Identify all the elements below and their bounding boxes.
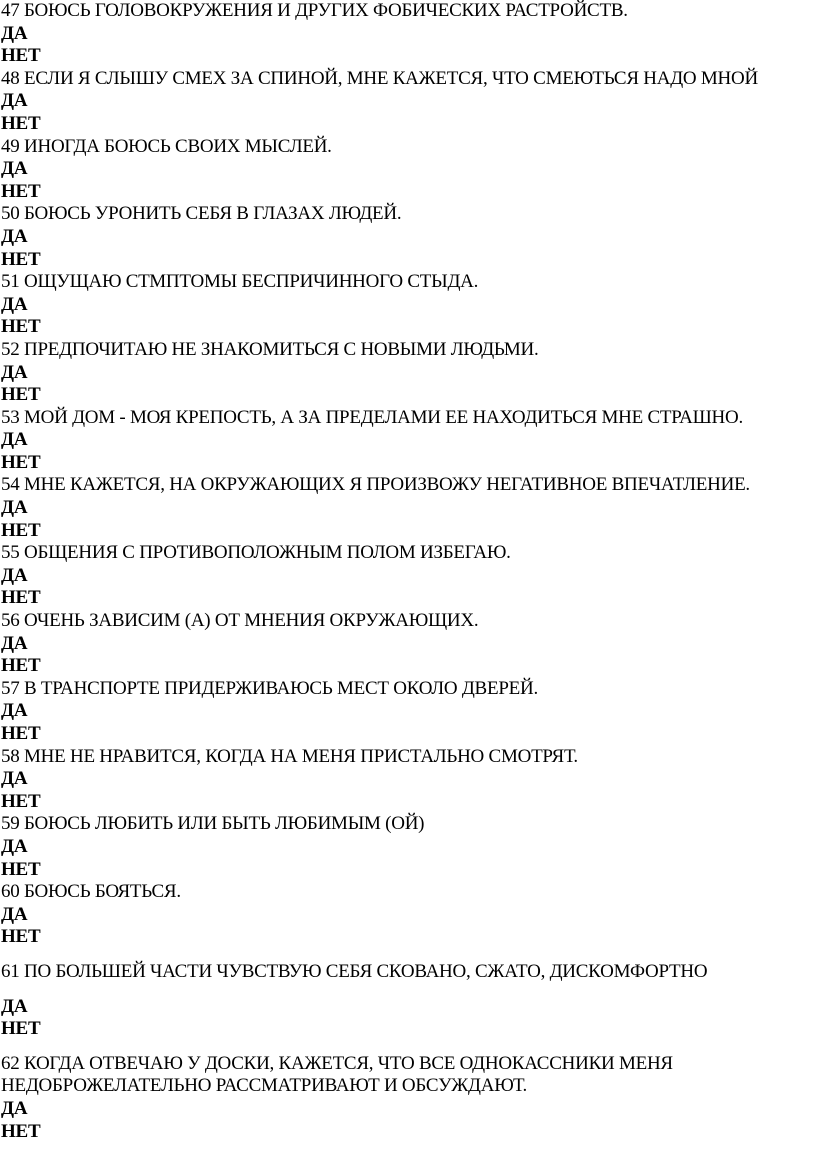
answer-yes: ДА (1, 1097, 28, 1119)
question-block (1, 678, 813, 746)
question-block (1, 610, 813, 678)
answer-yes: ДА (1, 700, 28, 722)
question-text: 49 ИНОГДА БОЮСЬ СВОИХ МЫСЛЕЙ. (1, 135, 332, 157)
answer-yes: ДА (1, 158, 28, 180)
answer-no: НЕТ (1, 723, 41, 744)
question-text: 61 ПО БОЛЬШЕЙ ЧАСТИ ЧУВСТВУЮ СЕБЯ СКОВАНО, СЖАТО, ДИСКОМФОРТНО (1, 960, 708, 982)
question-text-line-1: 62 КОГДА ОТВЕЧАЮ У ДОСКИ, КАЖЕТСЯ, ЧТО ВСЕ ОДНОКАССНИКИ МЕНЯ (1, 1052, 673, 1074)
answer-yes: ДА (1, 564, 28, 586)
answer-no: НЕТ (1, 858, 41, 880)
answer-no: НЕТ (1, 316, 41, 338)
answer-no: НЕТ (1, 45, 41, 67)
answer-no: НЕТ (1, 1018, 41, 1040)
answer-yes: ДА (1, 90, 28, 112)
answer-no: НЕТ (1, 655, 41, 677)
answer-yes: ДА (1, 768, 28, 790)
answer-yes: ДА (1, 293, 28, 315)
question-text: 53 МОЙ ДОМ - МОЯ КРЕПОСТЬ, А ЗА ПРЕДЕЛАМИ ЕЕ НАХОДИТЬСЯ МНЕ СТРАШНО. (1, 406, 743, 428)
question-block (1, 407, 813, 475)
question-block (1, 339, 813, 407)
question-text: 47 БОЮСЬ ГОЛОВОКРУЖЕНИЯ И ДРУГИХ ФОБИЧЕСКИХ РАСТРОЙСТВ. (1, 0, 628, 21)
answer-yes: ДА (1, 497, 28, 519)
answer-no: НЕТ (1, 1120, 41, 1142)
answer-no: НЕТ (1, 384, 41, 406)
answer-yes: ДА (1, 835, 28, 857)
question-text: 55 ОБЩЕНИЯ С ПРОТИВОПОЛОЖНЫМ ПОЛОМ ИЗБЕГАЮ. (1, 542, 511, 564)
answer-no: НЕТ (1, 926, 41, 948)
question-text: 52 ПРЕДПОЧИТАЮ НЕ ЗНАКОМИТЬСЯ С НОВЫМИ ЛЮДЬМИ. (1, 338, 539, 360)
question-block (1, 271, 813, 339)
questionnaire-page (1, 0, 813, 1143)
answer-no: НЕТ (1, 248, 41, 270)
question-text-line-2: НЕДОБРОЖЕЛАТЕЛЬНО РАССМАТРИВАЮТ И ОБСУЖДАЮТ. (1, 1075, 528, 1097)
question-block (1, 813, 813, 881)
answer-no: НЕТ (1, 451, 41, 473)
question-text: 60 БОЮСЬ БОЯТЬСЯ. (1, 881, 181, 903)
answer-yes: ДА (1, 22, 28, 44)
answer-no: НЕТ (1, 790, 41, 812)
question-text: 58 МНЕ НЕ НРАВИТСЯ, КОГДА НА МЕНЯ ПРИСТАЛЬНО СМОТРЯТ. (1, 745, 578, 767)
question-text: 57 В ТРАНСПОРТЕ ПРИДЕРЖИВАЮСЬ МЕСТ ОКОЛО ДВЕРЕЙ. (1, 677, 538, 699)
question-text: 48 ЕСЛИ Я СЛЫШУ СМЕХ ЗА СПИНОЙ, МНЕ КАЖЕТСЯ, ЧТО СМЕЮТЬСЯ НАДО МНОЙ (1, 67, 758, 89)
question-block (1, 0, 813, 68)
answer-yes: ДА (1, 361, 28, 383)
answer-yes: ДА (1, 995, 28, 1017)
question-text: 59 БОЮСЬ ЛЮБИТЬ ИЛИ БЫТЬ ЛЮБИМЫМ (ОЙ) (1, 813, 425, 835)
answer-yes: ДА (1, 225, 28, 247)
question-block (1, 961, 813, 1041)
answer-no: НЕТ (1, 112, 41, 134)
question-block (1, 68, 813, 136)
answer-no: НЕТ (1, 180, 41, 202)
question-block (1, 474, 813, 542)
answer-yes: ДА (1, 632, 28, 654)
question-block (1, 881, 813, 949)
question-block (1, 203, 813, 271)
question-block (1, 542, 813, 610)
question-text: 50 БОЮСЬ УРОНИТЬ СЕБЯ В ГЛАЗАХ ЛЮДЕЙ. (1, 203, 402, 225)
question-text: 56 ОЧЕНЬ ЗАВИСИМ (А) ОТ МНЕНИЯ ОКРУЖАЮЩИХ. (1, 610, 479, 632)
question-text: 51 ОЩУЩАЮ СТМПТОМЫ БЕСПРИЧИННОГО СТЫДА. (1, 271, 479, 293)
answer-yes: ДА (1, 429, 28, 451)
answer-no: НЕТ (1, 519, 41, 541)
question-block (1, 136, 813, 204)
question-text: 54 МНЕ КАЖЕТСЯ, НА ОКРУЖАЮЩИХ Я ПРОИЗВОЖУ НЕГАТИВНОЕ ВПЕЧАТЛЕНИЕ. (1, 474, 750, 496)
answer-yes: ДА (1, 903, 28, 925)
answer-no: НЕТ (1, 587, 41, 609)
question-block (1, 1053, 813, 1143)
question-block (1, 746, 813, 814)
